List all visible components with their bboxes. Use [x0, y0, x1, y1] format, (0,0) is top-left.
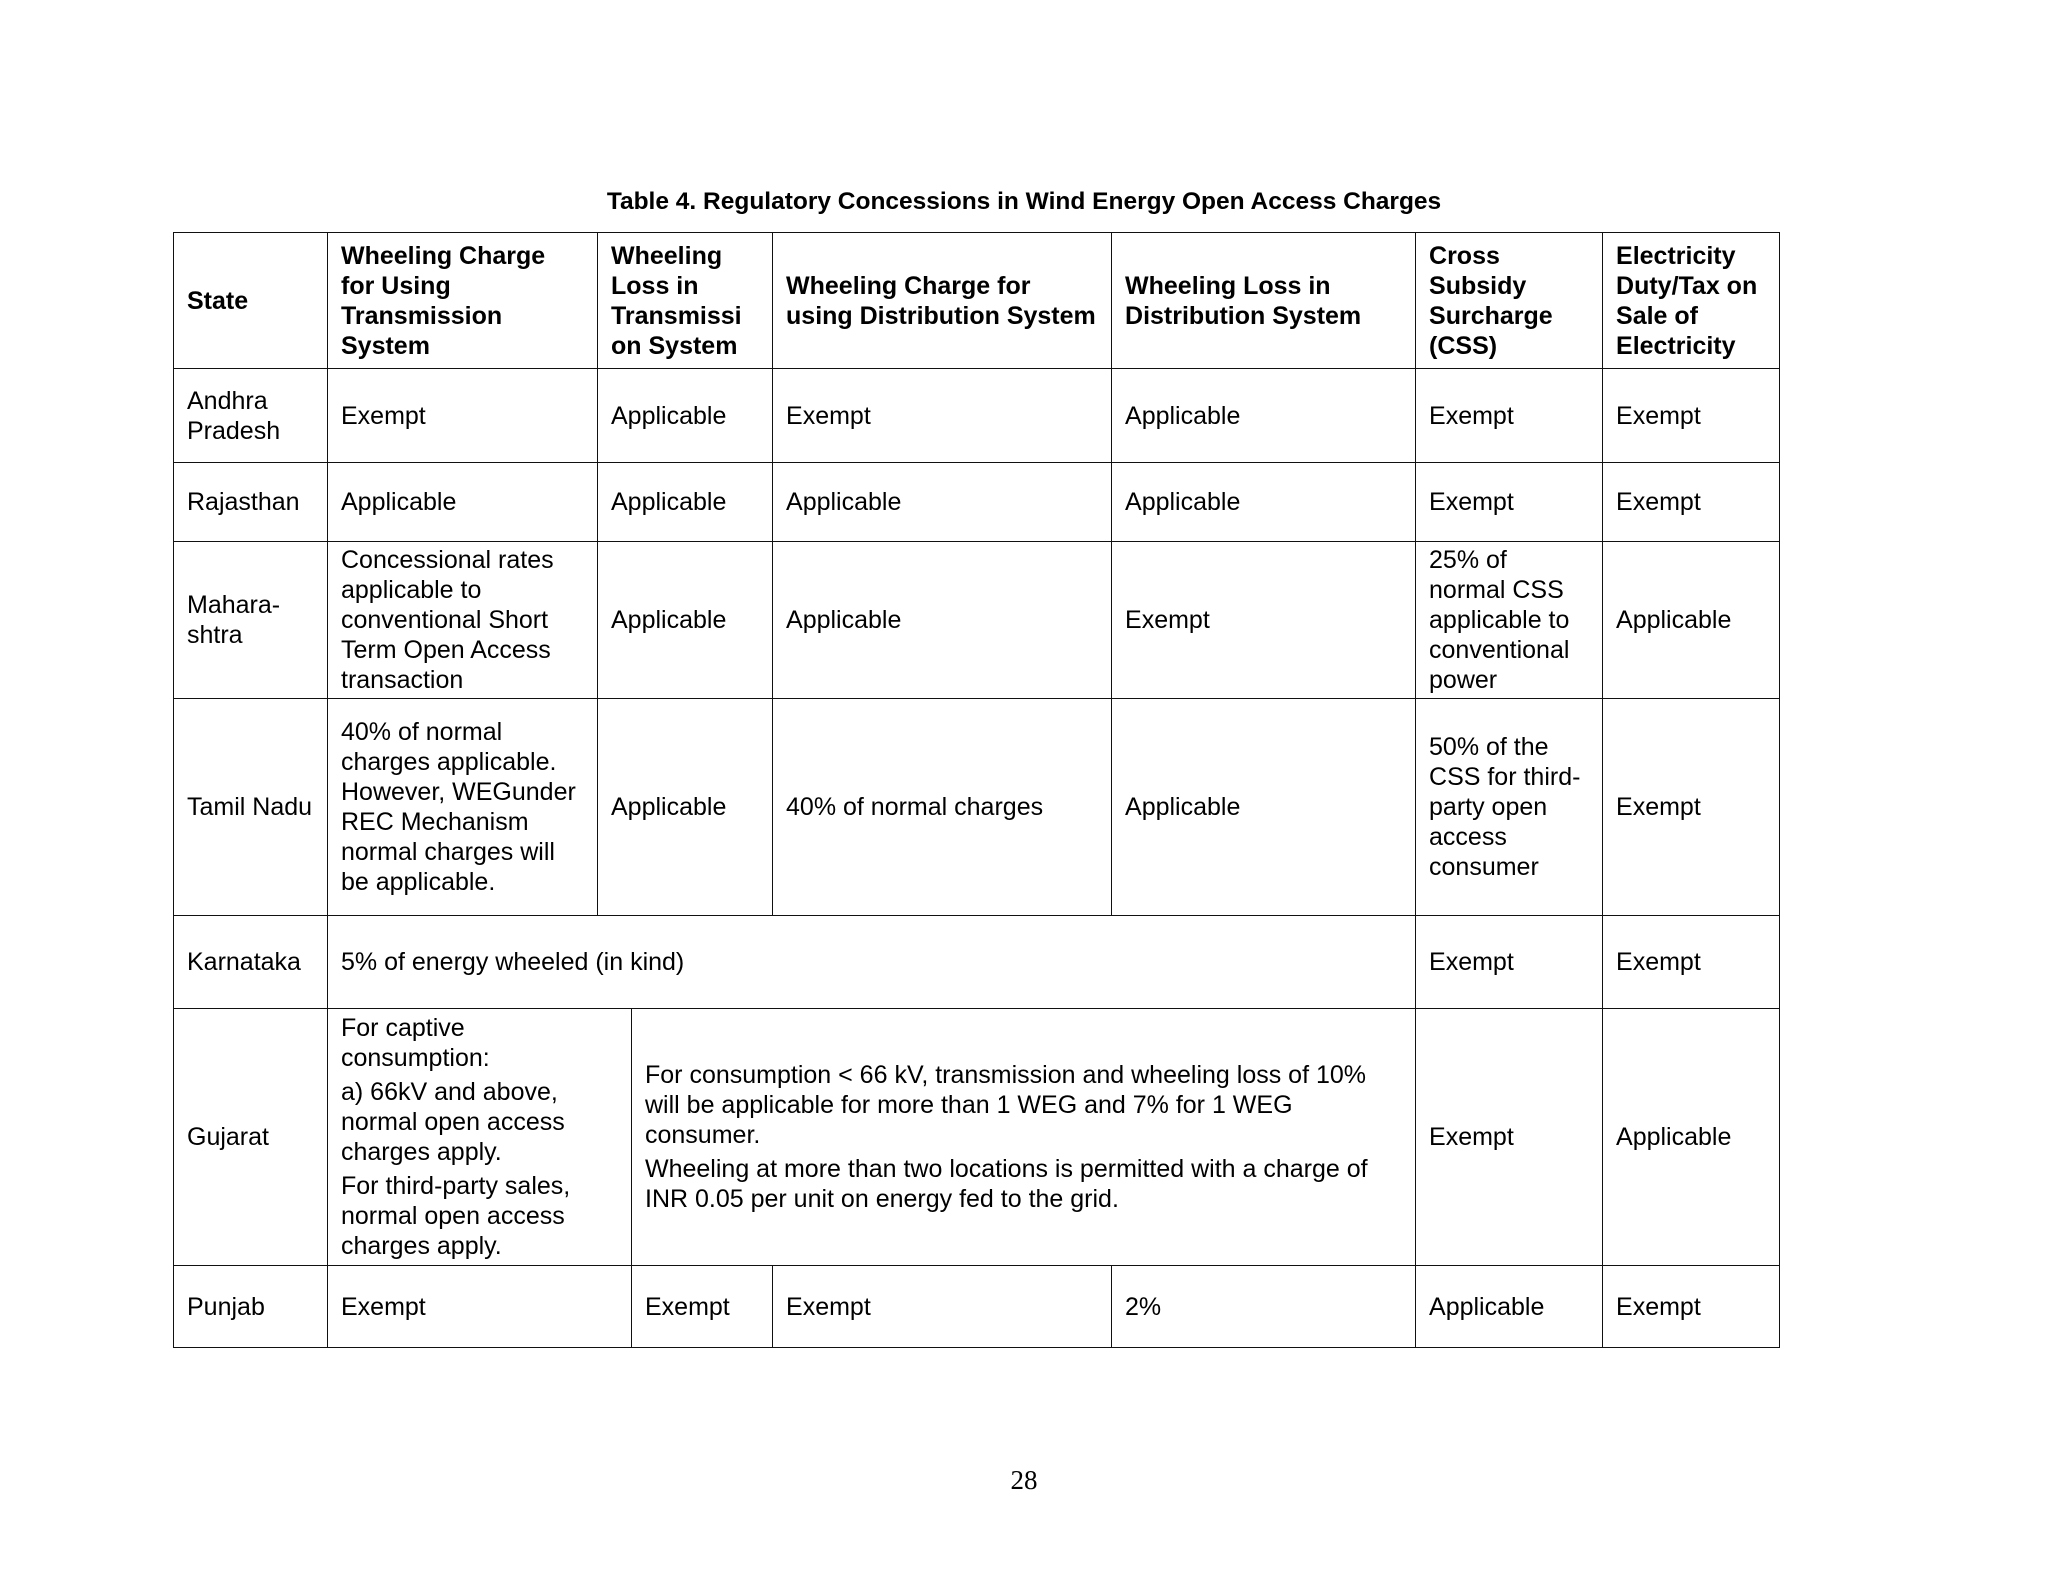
- cell-text-line: For consumption < 66 kV, transmission and wheeling loss of 10% will be applicable for more than 1 WEG and 7% for 1 WEG consumer.: [645, 1061, 1366, 1149]
- cell-state: Andhra Pradesh: [174, 369, 328, 463]
- cell-css: Exempt: [1416, 369, 1603, 463]
- header-transmission-loss: Wheeling Loss in Transmissi on System: [598, 233, 773, 369]
- cell-duty: Exempt: [1603, 916, 1780, 1009]
- table-row-punjab: [174, 1266, 1780, 1348]
- cell-transmission-charge: [328, 1009, 632, 1266]
- cell-transmission-charge: Applicable: [328, 463, 598, 542]
- cell-distribution-charge: Exempt: [773, 1266, 1112, 1348]
- cell-state: Tamil Nadu: [174, 699, 328, 916]
- header-electricity-duty: Electricity Duty/Tax on Sale of Electricity: [1603, 233, 1780, 369]
- cell-distribution-loss: Applicable: [1112, 463, 1416, 542]
- cell-duty: Exempt: [1603, 463, 1780, 542]
- cell-distribution-charge: Exempt: [773, 369, 1112, 463]
- cell-distribution-loss: Applicable: [1112, 699, 1416, 916]
- cell-merged-charges: 5% of energy wheeled (in kind): [328, 916, 1416, 1009]
- header-transmission-charge: Wheeling Charge for Using Transmission System: [328, 233, 598, 369]
- header-distribution-loss: Wheeling Loss in Distribution System: [1112, 233, 1416, 369]
- cell-css: 50% of the CSS for third-party open access consumer: [1416, 699, 1603, 916]
- cell-state: Punjab: [174, 1266, 328, 1348]
- cell-distribution-loss: Applicable: [1112, 369, 1416, 463]
- cell-merged-charges: [632, 1009, 1416, 1266]
- cell-transmission-charge: Exempt: [328, 1266, 632, 1348]
- cell-duty: Applicable: [1603, 542, 1780, 699]
- cell-state: Rajasthan: [174, 463, 328, 542]
- cell-duty: Exempt: [1603, 699, 1780, 916]
- table-header-row: [174, 233, 1780, 369]
- cell-transmission-loss: Applicable: [598, 463, 773, 542]
- cell-duty: Applicable: [1603, 1009, 1780, 1266]
- table-caption: Table 4. Regulatory Concessions in Wind Energy Open Access Charges: [606, 188, 1442, 215]
- cell-state: Mahara-shtra: [174, 542, 328, 699]
- cell-transmission-loss: Applicable: [598, 369, 773, 463]
- cell-distribution-loss: Exempt: [1112, 542, 1416, 699]
- cell-distribution-charge: Applicable: [773, 542, 1112, 699]
- cell-state: Gujarat: [174, 1009, 328, 1266]
- table-row-karnataka: [174, 916, 1780, 1009]
- cell-css: Exempt: [1416, 916, 1603, 1009]
- cell-transmission-loss: Applicable: [598, 699, 773, 916]
- table-row-tamil-nadu: [174, 699, 1780, 916]
- concessions-table: [173, 232, 1780, 1348]
- cell-css: Applicable: [1416, 1266, 1603, 1348]
- header-distribution-charge: Wheeling Charge for using Distribution System: [773, 233, 1112, 369]
- cell-css: 25% of normal CSS applicable to conventional power: [1416, 542, 1603, 699]
- cell-transmission-charge: 40% of normal charges applicable. However, WEGunder REC Mechanism normal charges will be applicable.: [328, 699, 598, 916]
- cell-state: Karnataka: [174, 916, 328, 1009]
- cell-text-line: For third-party sales, normal open access charges apply.: [341, 1172, 571, 1260]
- table-row-rajasthan: [174, 463, 1780, 542]
- cell-distribution-charge: 40% of normal charges: [773, 699, 1112, 916]
- cell-text-line: Wheeling at more than two locations is permitted with a charge of INR 0.05 per unit on energy fed to the grid.: [645, 1155, 1368, 1213]
- cell-text-line: For captive consumption:: [341, 1014, 490, 1072]
- table-row-maharashtra: [174, 542, 1780, 699]
- header-state: State: [174, 233, 328, 369]
- table-row-andhra-pradesh: [174, 369, 1780, 463]
- cell-css: Exempt: [1416, 1009, 1603, 1266]
- cell-css: Exempt: [1416, 463, 1603, 542]
- header-cross-subsidy-surcharge: Cross Subsidy Surcharge (CSS): [1416, 233, 1603, 369]
- cell-transmission-charge: Exempt: [328, 369, 598, 463]
- cell-transmission-charge: Concessional rates applicable to conventional Short Term Open Access transaction: [328, 542, 598, 699]
- cell-distribution-charge: Applicable: [773, 463, 1112, 542]
- page-number: 28: [1010, 1465, 1038, 1495]
- table-row-gujarat: [174, 1009, 1780, 1266]
- cell-text-line: a) 66kV and above, normal open access charges apply.: [341, 1078, 565, 1166]
- cell-transmission-loss: Exempt: [632, 1266, 773, 1348]
- cell-duty: Exempt: [1603, 1266, 1780, 1348]
- cell-transmission-loss: Applicable: [598, 542, 773, 699]
- cell-duty: Exempt: [1603, 369, 1780, 463]
- cell-distribution-loss: 2%: [1112, 1266, 1416, 1348]
